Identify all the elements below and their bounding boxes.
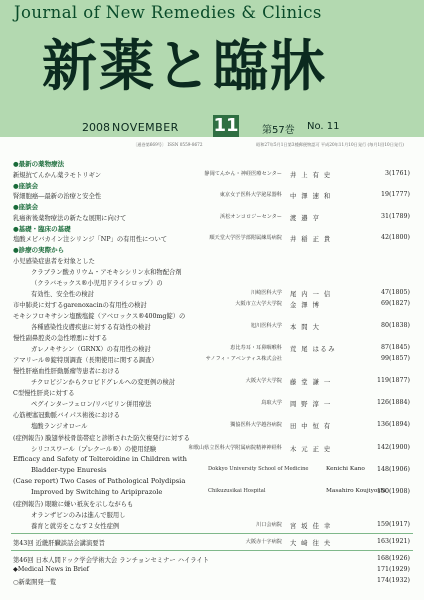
entry-title: (Case report) Two Cases of Pathological Polydipsia <box>13 476 186 485</box>
entry-author: 井 上 有 史 <box>290 171 332 179</box>
entry-author: Kenichi Kano <box>326 465 365 472</box>
postal-permit-line: 昭和27年5月1日第3種郵便物認可 平成20年11月10日発行 (毎月1回10日発行) <box>256 142 404 147</box>
entry-title: 慢性肝癌血性肝動脈瘤等患者における <box>13 368 121 376</box>
entry-page: 171(1929) <box>377 566 410 574</box>
entry-page: 119(1877) <box>377 377 410 385</box>
entry-author: 中 澤 速 和 <box>290 193 332 201</box>
entry-page: 3(1761) <box>385 169 410 177</box>
entry-page: 19(1777) <box>381 191 410 199</box>
entry-author: Masahiro Koujiyoshi <box>326 487 386 494</box>
entry-affiliation: 大阪市立大学大学院 <box>235 300 282 307</box>
entry-affiliation: 川口会病院 <box>256 521 282 528</box>
entry-page: 87(1845) <box>381 344 410 352</box>
entry-author: 田 中 恒 有 <box>290 423 332 431</box>
issue-number-badge: 11 <box>213 115 239 136</box>
entry-page: 148(1906) <box>377 465 410 473</box>
entry-title: C型慢性肝炎に対する <box>13 390 75 398</box>
entry-author: 本 間 大 <box>290 324 321 331</box>
entry-title: ○新薬開発一覧 <box>13 579 57 587</box>
entry-page: 150(1908) <box>377 487 410 495</box>
entry-author: 金 澤 博 <box>290 301 321 309</box>
entry-title: 塩酸ランジオロール <box>31 423 88 431</box>
entry-page: 47(1805) <box>381 288 410 296</box>
entry-title: オランザピンのみは進んで服用し <box>31 511 126 519</box>
entry-title: 養育と就労をこなす２女性症例 <box>31 522 120 530</box>
toc-entry[interactable] <box>0 576 424 588</box>
entry-title: 新規抗てんかん薬ラモトリギン <box>13 171 102 179</box>
entry-title: 乳癌術後薬物療法の新たな展開に向けて <box>13 214 127 222</box>
toc-entry[interactable] <box>0 520 424 532</box>
issue-month: NOVEMBER <box>112 121 179 134</box>
entry-author: 尾 内 一 信 <box>290 290 332 298</box>
entry-page: 159(1917) <box>377 520 410 528</box>
entry-author: 井 稲 正 貴 <box>290 236 332 244</box>
section-label: ●最新の薬物療法 <box>13 160 65 168</box>
entry-affiliation: 大阪赤十字病院 <box>245 538 282 545</box>
entry-author: 渡 邉 亨 <box>290 214 321 222</box>
entry-affiliation: 恵比寿耳・耳鼻咽喉科 <box>230 345 282 352</box>
entry-page: 80(1838) <box>381 322 410 329</box>
entry-page: 69(1827) <box>381 299 410 307</box>
entry-title: 小児感染症患者を対象とした <box>13 257 95 265</box>
entry-affiliation: 浜松オンコロジーセンター <box>220 213 282 220</box>
entry-author: 藤 堂 謙 一 <box>290 379 332 387</box>
entry-author: 大 﨑 往 夫 <box>290 539 332 547</box>
section-label: ●診療の実際から <box>13 246 65 255</box>
entry-author: 荒 尾 はるみ <box>290 346 336 354</box>
entry-affiliation: Dokkyo University School of Medicine <box>208 465 309 472</box>
entry-page: 168(1926) <box>377 555 410 562</box>
entry-author: 木 元 正 史 <box>290 445 332 453</box>
entry-title: 心筋梗塞冠動脈バイパス術後における <box>13 412 120 420</box>
entry-title: Efficacy and Safety of Telteroidine in Children with <box>13 454 187 463</box>
entry-title: 第46回 日本人間ドック学会学術大会 ランチョンセミナー ハイライト <box>13 557 209 564</box>
entry-title: Bladder-type Enuresis <box>31 465 107 474</box>
entry-title: 市中肺炎に対するgarenoxacinの有用性の検討 <box>13 301 147 309</box>
entry-affiliation: 和歌山県立医科大学附属病院精神神経科 <box>188 444 282 451</box>
entry-title: アマリール®錠特別調査（長期使用に関する調査） <box>13 357 158 365</box>
entry-title: シリコスワール（プレクール®）の使用経験 <box>31 445 157 453</box>
entry-page: 142(1900) <box>377 443 410 451</box>
entry-title: Improved by Switching to Aripiprazole <box>31 487 163 496</box>
section-divider <box>11 550 413 551</box>
toc-entry[interactable] <box>0 537 424 549</box>
entry-affiliation: 東京女子医科大学泌尿器科 <box>219 192 282 199</box>
entry-affiliation: サノフィ・アベンティス株式会社 <box>205 356 282 363</box>
issue-year: 2008 <box>82 121 110 134</box>
entry-title: モキシフロキサシン塩酸塩錠（アベロックス®400mg錠）の <box>13 312 186 320</box>
entry-author: 宮 坂 佳 幸 <box>290 522 332 530</box>
entry-page: 99(1857) <box>381 355 410 363</box>
entry-page: 174(1932) <box>377 577 410 585</box>
entry-affiliation: 獨協医科大学越谷病院 <box>230 422 282 429</box>
entry-title: クラブラン酸カリウム・アモキシシリン水和物配合剤 <box>31 268 182 276</box>
entry-title: 塩酸メビバカイン注シリンジ「NP」の有用性について <box>13 236 168 244</box>
entry-page: 31(1789) <box>381 212 410 220</box>
issn-line: 〔通巻第669号〕 ISSN 0559-8672 <box>133 142 203 147</box>
section-divider <box>11 533 413 534</box>
entry-author: 岡 野 淳 一 <box>290 401 332 409</box>
entry-title: 有効性、安全性の検討 <box>31 290 94 298</box>
section-label: ●座談会 <box>13 203 39 212</box>
volume-label: 第57巻 <box>262 125 295 136</box>
entry-page: 163(1921) <box>377 537 410 545</box>
section-label: ●座談会 <box>13 181 39 190</box>
entry-affiliation: 静岡てんかん・神経医療センター <box>204 170 282 177</box>
entry-title: 腎細胞癌―最新の治療と安全性 <box>13 193 102 201</box>
entry-page: 126(1884) <box>377 399 410 407</box>
section-label: ●基礎・臨床の基礎 <box>13 224 71 233</box>
entry-title: ガレノキサシン（GRNX）の有用性の検討 <box>31 346 151 354</box>
entry-title: （クラバモックス®小児用ドライシロップ）の <box>31 279 163 287</box>
entry-affiliation: Chikuzusikai Hospital <box>208 487 266 494</box>
entry-title: チクロピジンからクロピドグレルへの変更例の検討 <box>31 379 176 387</box>
entry-affiliation: 大阪大学大学院 <box>245 378 282 385</box>
entry-page: 136(1894) <box>377 421 410 429</box>
english-title: Journal of New Remedies & Clinics <box>14 3 322 22</box>
entry-affiliation: 旭川医科大学 <box>250 323 282 329</box>
entry-title: 各種感染性皮膚疾患に対する有効性の検討 <box>31 324 151 331</box>
entry-affiliation: 川崎医科大学 <box>250 289 282 296</box>
entry-title: ◆Medical News in Brief <box>13 566 89 574</box>
entry-page: 42(1800) <box>381 234 410 242</box>
entry-title: (症例報告) 膜翅挙枝骨筋帯症と診断された防欠複発行に対する <box>13 434 190 442</box>
japanese-title: 新薬と臨牀 <box>42 34 328 98</box>
entry-affiliation: 順天堂大学医学部附属練馬病院 <box>209 235 282 242</box>
entry-title: 第43回 近畿肝臓談話会講演要旨 <box>13 539 105 547</box>
entry-title: (症例報告) 眼瞼に嫌い祇灰を示しながらも <box>13 500 134 508</box>
entry-title: ペグインターフェロン/リバビリン併用療法 <box>31 401 152 409</box>
entry-affiliation: 鳥取大学 <box>261 400 282 407</box>
entry-title: 慢性副鼻腔炎の急性増悪に対する <box>13 335 108 343</box>
issue-no-label: No. 11 <box>307 121 340 132</box>
